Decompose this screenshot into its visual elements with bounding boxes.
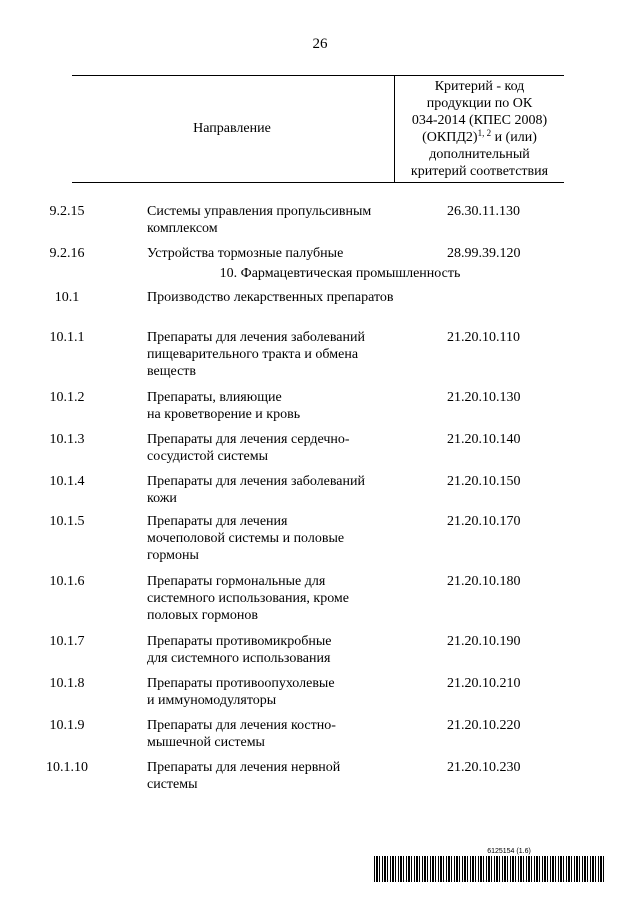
row-name: Препараты для лечения нервной системы [147, 760, 341, 792]
table-header [72, 75, 564, 183]
header-criteria [394, 76, 564, 182]
row-number: 10.1.1 [49, 330, 85, 345]
footnote-ref: 1, 2 [477, 128, 492, 138]
row-code: 21.20.10.210 [447, 676, 521, 691]
page-number: 26 [312, 36, 328, 52]
row-name: Препараты для лечения заболеваний пищеварительного тракта и обмена веществ [147, 330, 365, 379]
table-row [0, 759, 521, 793]
row-number: 10.1 [54, 290, 80, 305]
row-number: 10.1.6 [49, 574, 85, 589]
row-name: Препараты противомикробные для системного использования [147, 634, 332, 666]
row-name: Препараты для лечения сердечно- сосудистой системы [147, 432, 350, 464]
row-name: Препараты гормональные для системного использования, кроме половых гормонов [147, 574, 350, 623]
table-row [0, 389, 521, 423]
row-name: Препараты для лечения заболеваний кожи [147, 474, 365, 506]
table-row [0, 203, 520, 237]
row-name: Препараты для лечения костно- мышечной системы [147, 718, 336, 750]
row-number: 10.1.10 [46, 760, 88, 775]
row-number: 10.1.2 [49, 390, 85, 405]
row-number: 10.1.3 [49, 432, 85, 447]
criteria-line: Критерий - код [434, 79, 525, 94]
barcode-bars [374, 856, 604, 882]
table-row [0, 329, 520, 380]
row-name: Препараты, влияющие на кроветворение и кровь [147, 390, 301, 422]
row-code: 21.20.10.150 [447, 474, 521, 489]
criteria-line: дополнительный [429, 147, 530, 162]
table-row [0, 289, 447, 306]
criteria-line: 034-2014 (КПЕС 2008) [411, 113, 548, 128]
row-code: 21.20.10.170 [447, 514, 521, 529]
section-title: 10. Фармацевтическая промышленность [219, 266, 461, 281]
row-code: 21.20.10.140 [447, 432, 521, 447]
row-name: Устройства тормозные палубные [147, 246, 344, 261]
table-row [0, 245, 521, 262]
row-code: 21.20.10.110 [447, 330, 520, 345]
header-direction: Направление [193, 121, 271, 136]
table-row [0, 675, 521, 709]
row-number: 10.1.4 [49, 474, 85, 489]
table-row [0, 473, 521, 507]
barcode-label: 6125154 (1.6) [487, 848, 531, 855]
okpd-tail: и (или) [491, 130, 537, 145]
table-row [0, 717, 521, 751]
okpd-text: (ОКПД2) [422, 130, 478, 145]
row-number: 9.2.16 [49, 246, 85, 261]
table-row [0, 573, 521, 624]
row-number: 10.1.7 [49, 634, 85, 649]
table-row [0, 513, 521, 564]
row-name: Производство лекарственных препаратов [147, 290, 394, 305]
barcode [374, 848, 604, 882]
criteria-line: критерий соответствия [410, 164, 549, 179]
row-code: 26.30.11.130 [447, 204, 520, 219]
table-row [0, 431, 521, 465]
row-code: 21.20.10.180 [447, 574, 521, 589]
row-name: Препараты противоопухолевые и иммуномодуляторы [147, 676, 335, 708]
row-code: 21.20.10.220 [447, 718, 521, 733]
row-code: 28.99.39.120 [447, 246, 521, 261]
criteria-line: продукции по ОК [426, 96, 533, 111]
row-code: 21.20.10.130 [447, 390, 521, 405]
row-number: 10.1.5 [49, 514, 85, 529]
table-row [0, 633, 521, 667]
row-name: Препараты для лечения мочеполовой системы и половые гормоны [147, 514, 345, 563]
row-number: 10.1.8 [49, 676, 85, 691]
row-number: 10.1.9 [49, 718, 85, 733]
criteria-line-okpd [395, 129, 564, 146]
row-code: 21.20.10.190 [447, 634, 521, 649]
row-number: 9.2.15 [49, 204, 85, 219]
row-code: 21.20.10.230 [447, 760, 521, 775]
row-name: Системы управления пропульсивным комплексом [147, 204, 372, 236]
